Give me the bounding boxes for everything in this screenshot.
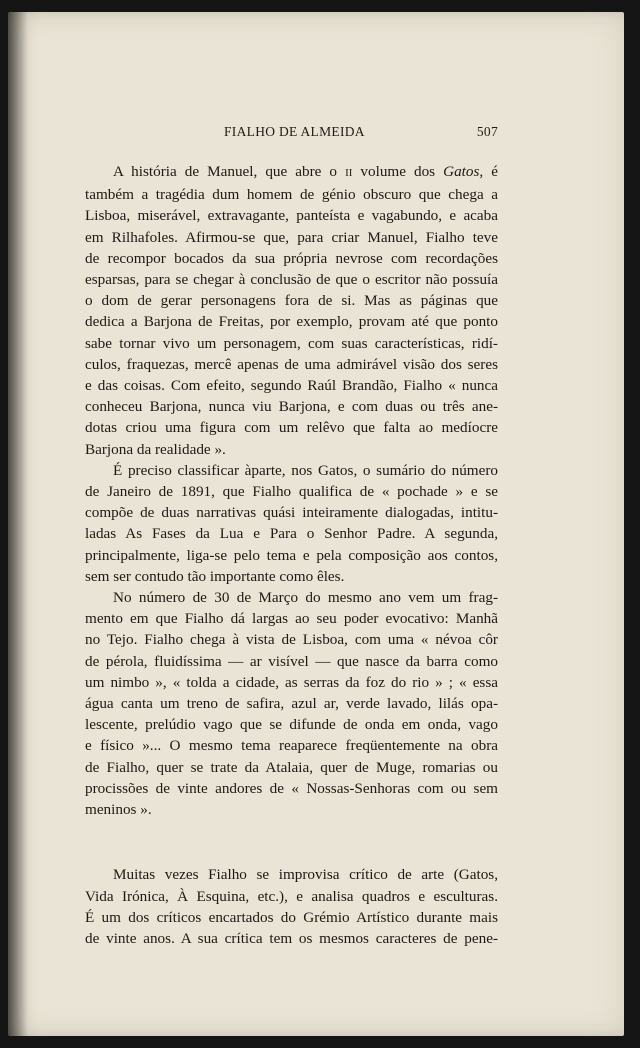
- text-line: sem ser contudo tão importante como êles.: [85, 567, 345, 585]
- text-line: no Tejo. Fialho chega à vista de Lisboa, com uma « névoa côr: [85, 631, 498, 649]
- text-line: de vinte anos. A sua crítica tem os mesmos caracteres de pene-: [85, 929, 498, 947]
- text-line: principalmente, liga-se pelo tema e pela composição aos contos,: [85, 546, 498, 564]
- text-line: culos, fraquezas, mercê apenas de uma admirável visão dos seres: [85, 355, 498, 373]
- text-line: dedica a Barjona de Freitas, por exemplo, provam até que ponto: [85, 313, 498, 331]
- text-line: meninos ».: [85, 801, 152, 819]
- text-line: de Fialho, quer se trate da Atalaia, quer de Muge, romarias ou: [85, 758, 498, 776]
- text-line: conheceu Barjona, nunca viu Barjona, e com duas ou três ane-: [85, 398, 498, 416]
- paragraph: [85, 161, 498, 460]
- text-line: e das coisas. Com efeito, segundo Raúl Brandão, Fialho « nunca: [85, 377, 498, 395]
- text-line: É preciso classificar àparte, nos Gatos, o sumário do número: [113, 461, 498, 479]
- text-line: sabe tornar vivo um personagem, com suas características, ridí-: [85, 334, 498, 352]
- text-line: É um dos críticos encartados do Grémio Artístico durante mais: [85, 908, 498, 926]
- running-head: FIALHO DE ALMEIDA: [224, 124, 365, 139]
- text-line: esparsas, para se chegar à conclusão de que o escritor não possuía: [85, 271, 498, 289]
- paragraph: [85, 587, 498, 820]
- text-line: de recompor bocados da sua própria nevrose com recordações: [85, 249, 498, 267]
- text-line: e físico »... O mesmo tema reaparece freqüentemente na obra: [85, 737, 498, 755]
- text-line: Barjona da realidade ».: [85, 440, 226, 458]
- text-line: água canta um treno de safira, azul ar, verde lavado, lilás opa-: [85, 695, 498, 713]
- text-line: o dom de gerar personagens fora de si. Mas as páginas que: [85, 292, 498, 310]
- text-line: em Rilhafoles. Afirmou-se que, para criar Manuel, Fialho teve: [85, 228, 498, 246]
- text-line: Vida Irónica, À Esquina, etc.), e analisa quadros e esculturas.: [85, 887, 498, 905]
- text-line: Lisboa, miserável, extravagante, panteísta e vagabundo, e acaba: [85, 207, 498, 225]
- text-line: mento em que Fialho dá largas ao seu poder evocativo: Manhã: [85, 610, 498, 628]
- page-body: [85, 161, 498, 949]
- paragraph: [85, 864, 498, 949]
- text-line: A história de Manuel, que abre o II volume dos Gatos, é: [113, 163, 498, 180]
- text-line: de Janeiro de 1891, que Fialho qualifica de « pochade » e se: [85, 483, 498, 501]
- text-line: Muitas vezes Fialho se improvisa crítico de arte (Gatos,: [113, 866, 498, 884]
- text-line: ladas As Fases da Lua e Para o Senhor Padre. A segunda,: [85, 525, 498, 543]
- text-line: dotas criou uma figura com um relêvo que falta ao medíocre: [85, 419, 498, 437]
- paragraph: [85, 460, 498, 587]
- text-line: de pérola, fluidíssima — ar visível — que nasce da barra como: [85, 652, 498, 670]
- text-line: também a tragédia dum homem de génio obscuro que chega a: [85, 186, 498, 204]
- text-line: No número de 30 de Março do mesmo ano vem um frag-: [113, 589, 498, 607]
- book-page: [8, 12, 624, 1036]
- text-line: compõe de duas narrativas quási inteiramente dialogadas, intitu-: [85, 504, 498, 522]
- page-number: 507: [476, 124, 498, 139]
- section-gap: [85, 820, 498, 864]
- text-line: procissões de vinte andores de « Nossas-Senhoras com ou sem: [85, 779, 498, 797]
- text-line: lescente, prelúdio vago que se difunde de onda em onda, vago: [85, 716, 498, 734]
- text-line: um nimbo », « tolda a cidade, as serras da foz do rio » ; « essa: [85, 673, 498, 691]
